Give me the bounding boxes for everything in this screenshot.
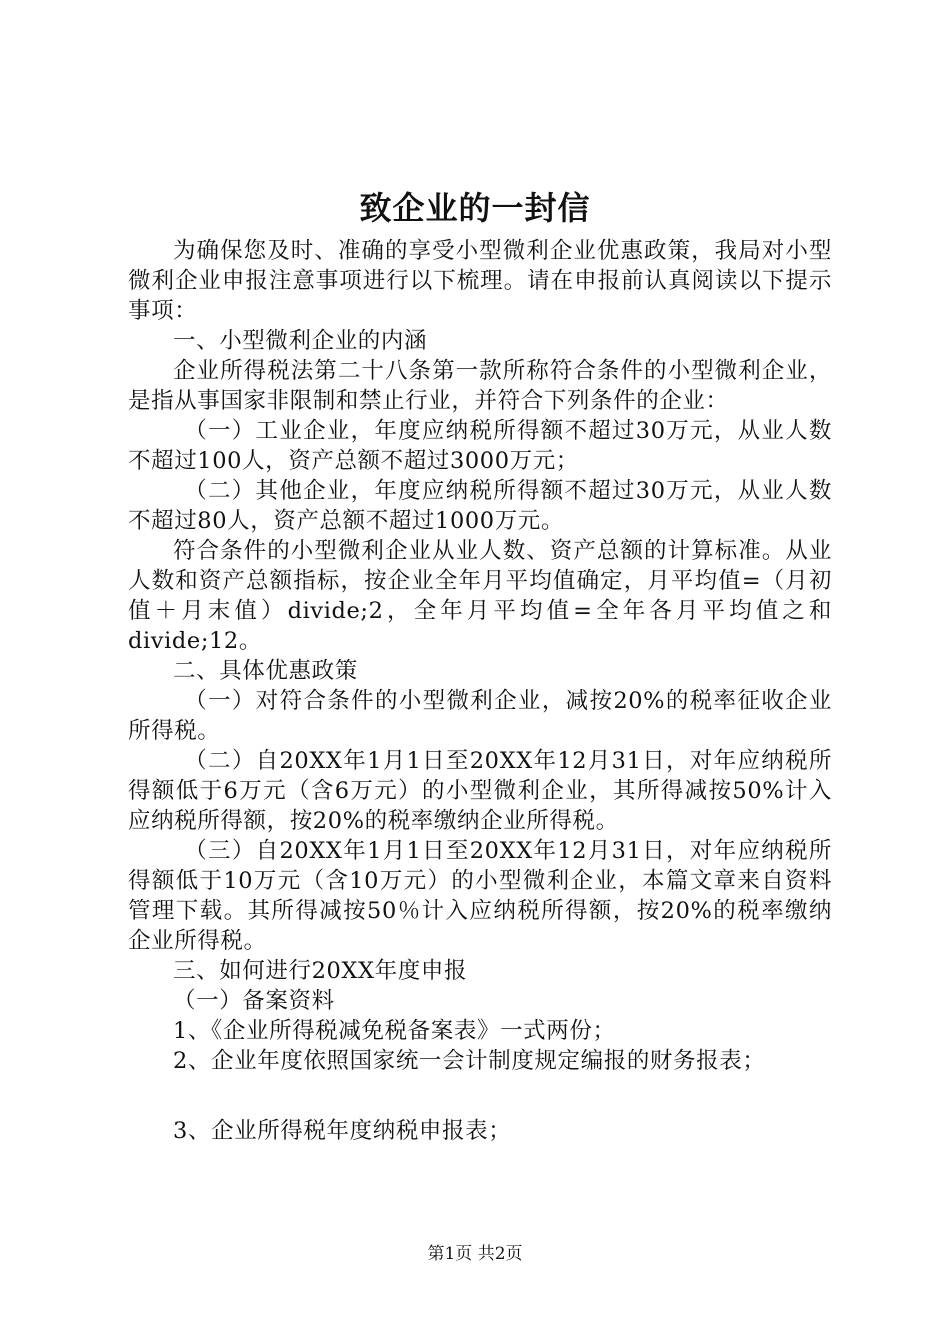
- section-heading-3: 三、如何进行20XX年度申报: [173, 958, 468, 984]
- document-title: 致企业的一封信: [359, 189, 591, 227]
- policy-item-1: （一）对符合条件的小型微利企业，减按20%的税率征收企业所得税。: [128, 688, 832, 744]
- policy-item-2: （二）自20XX年1月1日至20XX年12月31日，对年应纳税所得额低于6万元（含6万元）的小型微利企业，其所得减按50%计入应纳税所得额，按20%的税率缴纳企业所得税。: [128, 748, 832, 834]
- page-footer: 第1页 共2页: [427, 1244, 523, 1264]
- paragraph-calculation: 符合条件的小型微利企业从业人数、资产总额的计算标准。从业人数和资产总额指标，按企业全年月平均值确定，月平均值=（月初值＋月末值）divide;2，全年月平均值=全年各月平均值之和divide;12。: [128, 538, 832, 654]
- paragraph-definition: 企业所得税法第二十八条第一款所称符合条件的小型微利企业，是指从事国家非限制和禁止行业，并符合下列条件的企业：: [128, 358, 832, 414]
- list-item-tax-return: 3、企业所得税年度纳税申报表；: [173, 1118, 512, 1144]
- list-item-form: 1、《企业所得税减免税备案表》一式两份；: [173, 1018, 616, 1044]
- list-item-industrial: （一）工业企业，年度应纳税所得额不超过30万元，从业人数不超过100人，资产总额不超过3000万元；: [128, 418, 832, 474]
- list-item-other: （二）其他企业，年度应纳税所得额不超过30万元，从业人数不超过80人，资产总额不超过1000万元。: [128, 478, 832, 534]
- document-body: [128, 236, 832, 1146]
- list-item-financial-report: 2、企业年度依照国家统一会计制度规定编报的财务报表；: [173, 1048, 766, 1074]
- section-heading-2: 二、具体优惠政策: [173, 658, 358, 684]
- policy-item-3: （三）自20XX年1月1日至20XX年12月31日，对年应纳税所得额低于10万元（含10万元）的小型微利企业，本篇文章来自资料管理下载。其所得减按50％计入应纳税所得额，按20%的税率缴纳企业所得税。: [128, 838, 832, 954]
- subsection-heading: （一）备案资料: [173, 988, 335, 1014]
- intro-paragraph: 为确保您及时、准确的享受小型微利企业优惠政策，我局对小型微利企业申报注意事项进行以下梳理。请在申报前认真阅读以下提示事项：: [128, 238, 832, 324]
- section-heading-1: 一、小型微利企业的内涵: [173, 328, 428, 354]
